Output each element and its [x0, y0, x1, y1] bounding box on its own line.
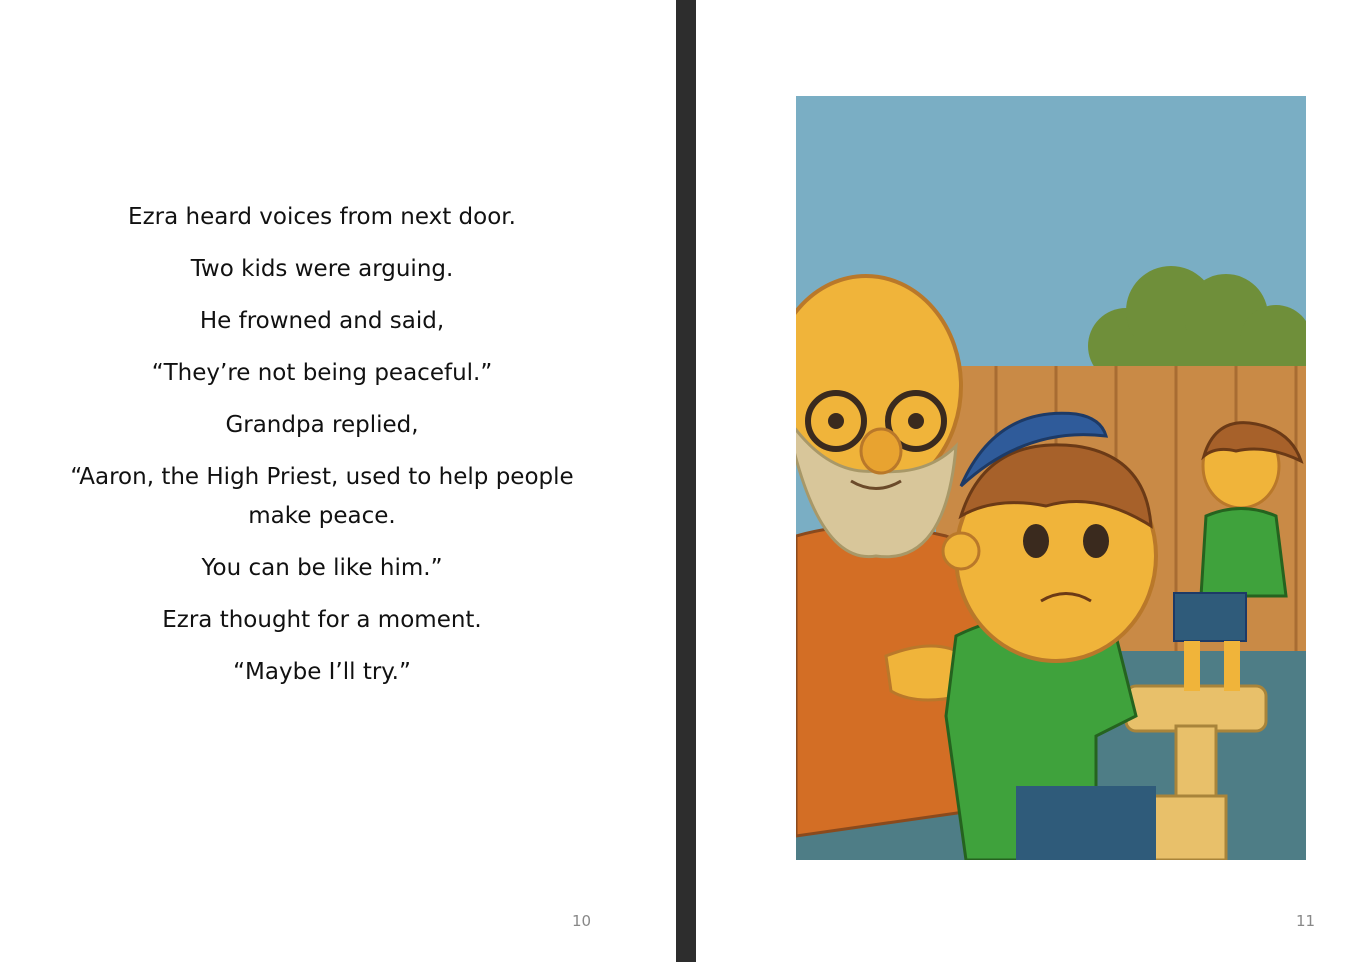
story-line-1: Ezra heard voices from next door.: [128, 204, 516, 230]
story-illustration: [796, 96, 1306, 860]
story-line-7: You can be like him.”: [201, 555, 443, 581]
page-number-left: 10: [572, 912, 592, 930]
left-page: [0, 0, 676, 962]
right-page: [696, 0, 1371, 962]
story-line-2: Two kids were arguing.: [190, 256, 454, 282]
story-line-4: “They’re not being peaceful.”: [151, 360, 493, 386]
page-number-right: 11: [1296, 912, 1316, 930]
story-text: [62, 198, 582, 705]
story-line-8: Ezra thought for a moment.: [162, 607, 482, 633]
story-line-5: Grandpa replied,: [225, 412, 419, 438]
story-line-9: “Maybe I’ll try.”: [233, 659, 411, 685]
story-line-3: He frowned and said,: [199, 308, 445, 334]
story-line-6: “Aaron, the High Priest, used to help people make peace.: [70, 464, 574, 529]
book-spine: [676, 0, 696, 962]
